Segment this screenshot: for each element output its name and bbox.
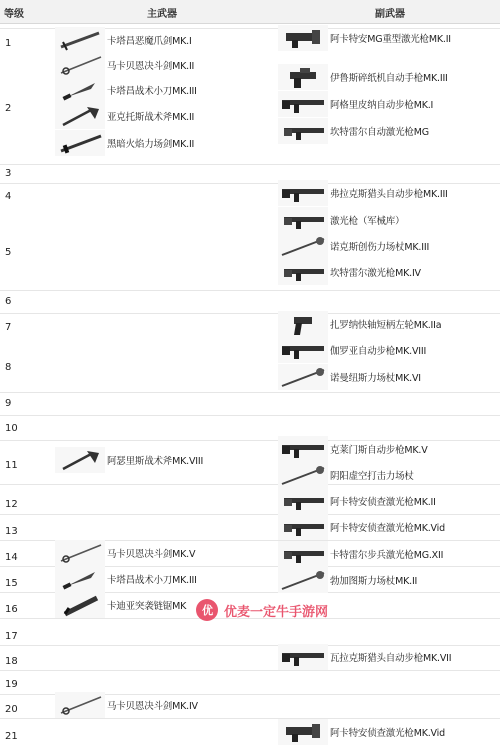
lasgun-icon bbox=[278, 207, 328, 233]
primary-weapon-name: 阿瑟里斯战术斧MK.VIII bbox=[107, 456, 204, 467]
header-secondary: 副武器 bbox=[375, 9, 405, 20]
primary-weapon-name: 亚克托斯战术斧MK.II bbox=[107, 112, 195, 123]
secondary-weapon-name: 阿卡特安侦查激光枪MK.II bbox=[330, 497, 436, 508]
force-staff-icon bbox=[278, 462, 328, 488]
primary-weapon-name: 卡塔昌战术小刀MK.III bbox=[107, 575, 197, 586]
secondary-weapon-name: 诺克斯创伤力场杖MK.III bbox=[330, 242, 430, 253]
knife-icon bbox=[55, 77, 105, 103]
level-cell: 14 bbox=[5, 552, 18, 563]
watermark-text: 优麦一定牛手游网 bbox=[224, 605, 329, 620]
level-cell: 19 bbox=[5, 679, 18, 690]
level-cell: 17 bbox=[5, 631, 18, 642]
row-divider bbox=[0, 164, 500, 165]
axe-icon bbox=[55, 103, 105, 129]
level-cell: 5 bbox=[5, 247, 12, 258]
secondary-weapon-name: 克莱门斯自动步枪MK.V bbox=[330, 445, 428, 456]
secondary-weapon-name: 阿格里皮纳自动步枪MK.I bbox=[330, 100, 434, 111]
axe-icon bbox=[55, 447, 105, 473]
secondary-weapon-name: 瓦拉克斯猎头自动步枪MK.VII bbox=[330, 653, 452, 664]
secondary-weapon-name: 伽罗亚自动步枪MK.VIII bbox=[330, 346, 427, 357]
row-divider bbox=[0, 290, 500, 291]
table-header bbox=[0, 0, 500, 24]
rapier-icon bbox=[55, 52, 105, 78]
secondary-weapon-name: 坎特雷尔自动激光枪MG bbox=[330, 127, 429, 138]
force-staff-icon bbox=[278, 233, 328, 259]
lasgun-icon bbox=[278, 259, 328, 285]
revolver-icon bbox=[278, 311, 328, 337]
primary-weapon-name: 马卡贝恩决斗剑MK.II bbox=[107, 61, 195, 72]
row-divider bbox=[0, 392, 500, 393]
level-cell: 11 bbox=[5, 460, 18, 471]
chainsword-icon bbox=[55, 592, 105, 618]
level-cell: 16 bbox=[5, 604, 18, 615]
level-cell: 21 bbox=[5, 731, 18, 742]
rapier-icon bbox=[55, 692, 105, 718]
lasgun-icon bbox=[278, 541, 328, 567]
lasgun-icon bbox=[278, 488, 328, 514]
level-cell: 4 bbox=[5, 191, 12, 202]
secondary-weapon-name: 阿卡特安MG重型激光枪MK.II bbox=[330, 34, 451, 45]
primary-weapon-name: 卡迪亚突袭链锯MK bbox=[107, 601, 187, 612]
level-cell: 7 bbox=[5, 322, 12, 333]
secondary-weapon-name: 伊鲁斯碎纸机自动手枪MK.III bbox=[330, 73, 448, 84]
autogun-icon bbox=[278, 436, 328, 462]
watermark-logo-icon: 优 bbox=[196, 599, 218, 621]
power-sword-icon bbox=[55, 130, 105, 156]
secondary-weapon-name: 扎罗纳快轴短柄左轮MK.IIa bbox=[330, 320, 442, 331]
primary-weapon-name: 马卡贝恩决斗剑MK.V bbox=[107, 549, 196, 560]
secondary-weapon-name: 卡特雷尔步兵激光枪MG.XII bbox=[330, 550, 444, 561]
level-cell: 9 bbox=[5, 398, 12, 409]
row-divider bbox=[0, 440, 500, 441]
level-cell: 8 bbox=[5, 362, 12, 373]
level-cell: 2 bbox=[5, 103, 12, 114]
secondary-weapon-name: 诺曼纽斯力场杖MK.VI bbox=[330, 373, 421, 384]
level-cell: 18 bbox=[5, 656, 18, 667]
lasgun-icon bbox=[278, 514, 328, 540]
row-divider bbox=[0, 670, 500, 671]
row-divider bbox=[0, 415, 500, 416]
secondary-weapon-name: 激光枪（军械库） bbox=[330, 216, 405, 227]
row-divider bbox=[0, 645, 500, 646]
primary-weapon-name: 马卡贝恩决斗剑MK.IV bbox=[107, 701, 198, 712]
primary-weapon-name: 卡塔昌战术小刀MK.III bbox=[107, 86, 197, 97]
primary-weapon-name: 卡塔昌恶魔爪剑MK.I bbox=[107, 36, 192, 47]
level-cell: 10 bbox=[5, 423, 18, 434]
row-divider bbox=[0, 183, 500, 184]
secondary-weapon-name: 勃加图斯力场杖MK.II bbox=[330, 576, 418, 587]
autopistol-icon bbox=[278, 64, 328, 90]
autogun-icon bbox=[278, 180, 328, 206]
row-divider bbox=[0, 514, 500, 515]
force-staff-icon bbox=[278, 364, 328, 390]
level-cell: 20 bbox=[5, 704, 18, 715]
level-cell: 15 bbox=[5, 578, 18, 589]
secondary-weapon-name: 阿卡特安侦查激光枪MK.Vid bbox=[330, 523, 445, 534]
knife-icon bbox=[55, 566, 105, 592]
heavy-lasgun-icon bbox=[278, 25, 328, 51]
header-primary: 主武器 bbox=[147, 9, 177, 20]
row-divider bbox=[0, 313, 500, 314]
autogun-icon bbox=[278, 644, 328, 670]
autogun-icon bbox=[278, 91, 328, 117]
secondary-weapon-name: 阿卡特安侦查激光枪MK.Vid bbox=[330, 728, 445, 739]
secondary-weapon-name: 坎特雷尔激光枪MK.IV bbox=[330, 268, 421, 279]
lasgun-icon bbox=[278, 118, 328, 144]
header-level: 等级 bbox=[4, 9, 24, 20]
level-cell: 6 bbox=[5, 296, 12, 307]
row-divider bbox=[0, 718, 500, 719]
primary-weapon-name: 黑暗火焰力场剑MK.II bbox=[107, 139, 195, 150]
rapier-icon bbox=[55, 540, 105, 566]
force-staff-icon bbox=[278, 567, 328, 593]
level-cell: 1 bbox=[5, 38, 12, 49]
level-cell: 12 bbox=[5, 499, 18, 510]
row-divider bbox=[0, 484, 500, 485]
secondary-weapon-name: 阴阳虚空打击力场杖 bbox=[330, 471, 414, 482]
autogun-icon bbox=[278, 337, 328, 363]
secondary-weapon-name: 弗拉克斯猎头自动步枪MK.III bbox=[330, 189, 448, 200]
level-cell: 13 bbox=[5, 526, 18, 537]
sword-icon bbox=[55, 27, 105, 53]
heavy-lasgun-icon bbox=[278, 719, 328, 745]
level-cell: 3 bbox=[5, 168, 12, 179]
